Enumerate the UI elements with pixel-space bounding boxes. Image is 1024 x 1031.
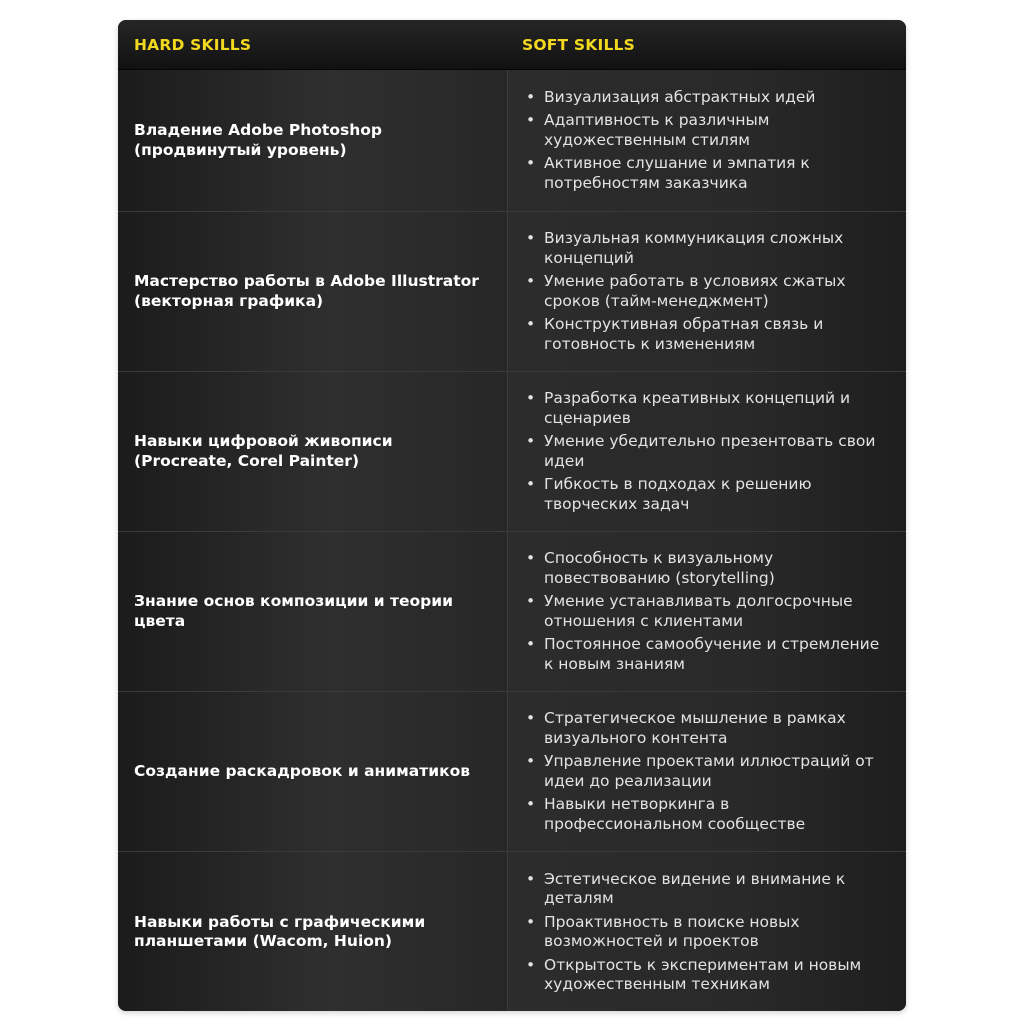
bullet-icon: • [526, 912, 536, 931]
soft-skill-item [520, 870, 892, 909]
soft-skill-text: Проактивность в поиске новых возможностей и проектов [544, 912, 800, 950]
soft-skills-cell [508, 212, 906, 371]
soft-skill-item [520, 592, 892, 631]
soft-skill-text: Визуализация абстрактных идей [544, 87, 816, 106]
hard-skill-cell: Знание основ композиции и теории цвета [118, 532, 508, 691]
bullet-icon: • [526, 154, 536, 173]
soft-skill-text: Гибкость в подходах к решению творческих задач [544, 475, 812, 513]
bullet-icon: • [526, 315, 536, 333]
soft-skill-text: Умение убедительно презентовать свои идеи [544, 432, 876, 470]
soft-skill-item [520, 549, 892, 588]
soft-skill-item [520, 272, 892, 311]
bullet-icon: • [526, 432, 536, 450]
soft-skill-text: Адаптивность к различным художественным стилям [544, 111, 770, 149]
bullet-icon: • [526, 229, 536, 247]
soft-skill-text: Способность к визуальному повествованию (storytelling) [544, 549, 775, 587]
table-row [118, 531, 906, 691]
bullet-icon: • [526, 592, 536, 610]
bullet-icon: • [526, 869, 536, 888]
hard-skill-cell: Мастерство работы в Adobe Illustrator (векторная графика) [118, 212, 508, 371]
soft-skills-cell [508, 70, 906, 211]
table-row [118, 70, 906, 211]
table-row [118, 691, 906, 851]
soft-skill-text: Умение работать в условиях сжатых сроков (тайм-менеджмент) [544, 272, 846, 310]
table-row [118, 371, 906, 531]
soft-skill-text: Активное слушание и эмпатия к потребностям заказчика [544, 154, 810, 192]
soft-skill-text: Постоянное самообучение и стремление к новым знаниям [544, 635, 880, 673]
bullet-icon: • [526, 955, 536, 974]
soft-skills-list [520, 88, 892, 194]
soft-skill-item [520, 475, 892, 514]
hard-skills-heading: HARD SKILLS [134, 35, 252, 54]
soft-skill-item [520, 432, 892, 471]
bullet-icon: • [526, 475, 536, 493]
table-row [118, 851, 906, 1011]
soft-skill-item [520, 88, 892, 108]
soft-skill-item [520, 956, 892, 995]
hard-skill-cell: Создание раскадровок и аниматиков [118, 692, 508, 851]
soft-skills-list [520, 870, 892, 995]
soft-skill-item [520, 154, 892, 193]
soft-skill-text: Умение устанавливать долгосрочные отношения с клиентами [544, 592, 853, 630]
bullet-icon: • [526, 549, 536, 567]
soft-skills-cell [508, 532, 906, 691]
soft-skills-list [520, 229, 892, 354]
table-row [118, 211, 906, 371]
soft-skill-item [520, 709, 892, 748]
bullet-icon: • [526, 752, 536, 770]
soft-skill-text: Визуальная коммуникация сложных концепций [544, 229, 844, 267]
bullet-icon: • [526, 272, 536, 290]
soft-skill-item [520, 315, 892, 354]
soft-skills-cell [508, 852, 906, 1011]
soft-skill-item [520, 635, 892, 674]
table-header [118, 20, 906, 70]
soft-skill-item [520, 752, 892, 791]
soft-skills-list [520, 389, 892, 514]
soft-skill-item [520, 229, 892, 268]
hard-skill-cell: Навыки работы с графическими планшетами (Wacom, Huion) [118, 852, 508, 1011]
soft-skill-item [520, 913, 892, 952]
soft-skill-text: Эстетическое видение и внимание к деталям [544, 869, 846, 907]
soft-skill-text: Управление проектами иллюстраций от идеи до реализации [544, 752, 874, 790]
soft-skill-text: Конструктивная обратная связь и готовность к изменениям [544, 315, 824, 353]
soft-skill-text: Навыки нетворкинга в профессиональном сообществе [544, 795, 806, 833]
skills-table [118, 20, 906, 1011]
hard-skill-cell: Навыки цифровой живописи (Procreate, Corel Painter) [118, 372, 508, 531]
soft-skill-item [520, 795, 892, 834]
soft-skills-heading: SOFT SKILLS [522, 35, 635, 54]
bullet-icon: • [526, 635, 536, 653]
bullet-icon: • [526, 709, 536, 727]
bullet-icon: • [526, 87, 536, 106]
bullet-icon: • [526, 389, 536, 407]
soft-skill-text: Стратегическое мышление в рамках визуального контента [544, 709, 846, 747]
soft-skills-cell [508, 372, 906, 531]
hard-skill-cell: Владение Adobe Photoshop (продвинутый уровень) [118, 70, 508, 211]
soft-skills-list [520, 549, 892, 674]
bullet-icon: • [526, 111, 536, 130]
soft-skill-text: Разработка креативных концепций и сценариев [544, 389, 851, 427]
soft-skills-list [520, 709, 892, 834]
soft-skill-item [520, 111, 892, 150]
bullet-icon: • [526, 795, 536, 813]
soft-skill-text: Открытость к экспериментам и новым художественным техникам [544, 955, 862, 993]
soft-skill-item [520, 389, 892, 428]
soft-skills-cell [508, 692, 906, 851]
